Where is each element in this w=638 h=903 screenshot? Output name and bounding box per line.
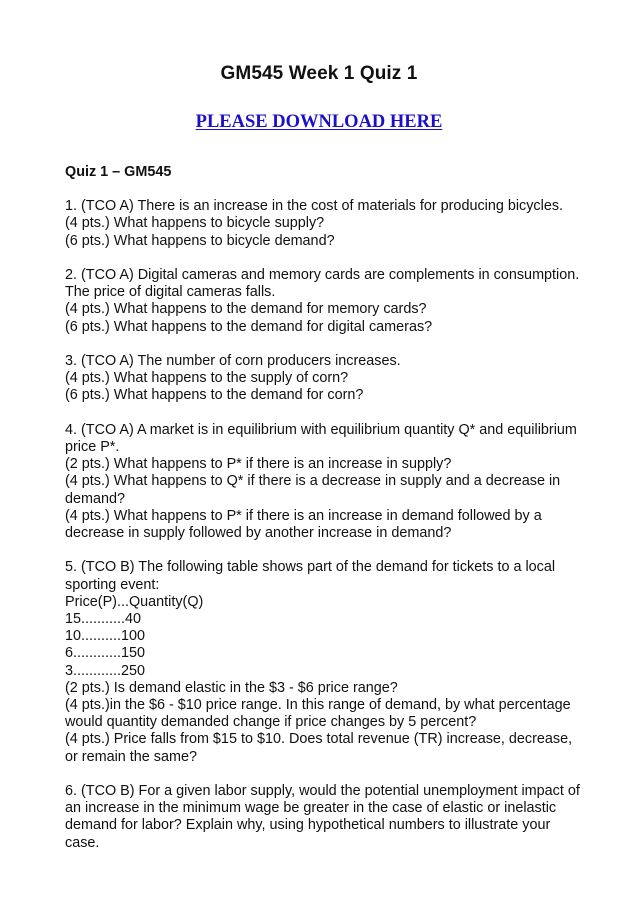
quiz-content xyxy=(65,164,610,869)
question-line: (4 pts.) What happens to Q* if there is a decrease in supply and a decrease in xyxy=(65,473,561,490)
question-line: 3............250 xyxy=(65,662,145,679)
question-line: sporting event: xyxy=(65,576,160,593)
document-title: GM545 Week 1 Quiz 1 xyxy=(220,63,418,84)
question-line: 2. (TCO A) Digital cameras and memory cards are complements in consumption. xyxy=(65,267,580,283)
question-line: 1. (TCO A) There is an increase in the cost of materials for producing bicycles. xyxy=(65,198,564,215)
question-line: (2 pts.) What happens to P* if there is an increase in supply? xyxy=(65,456,452,473)
question-4 xyxy=(65,422,610,542)
question-line: (2 pts.) Is demand elastic in the $3 - $6 price range? xyxy=(65,679,398,696)
question-line: 6............150 xyxy=(65,645,145,662)
question-3 xyxy=(65,353,610,405)
question-line: (4 pts.) What happens to bicycle supply? xyxy=(65,215,325,232)
question-6 xyxy=(65,783,610,852)
question-line: 5. (TCO B) The following table shows part of the demand for tickets to a local xyxy=(65,559,556,576)
question-5 xyxy=(65,559,610,765)
question-1 xyxy=(65,198,610,250)
question-2 xyxy=(65,267,610,336)
question-line: or remain the same? xyxy=(65,748,197,765)
quiz-heading: Quiz 1 – GM545 xyxy=(65,164,172,180)
question-line: 3. (TCO A) The number of corn producers increases. xyxy=(65,353,401,369)
question-line: decrease in supply followed by another increase in demand? xyxy=(65,525,452,542)
question-list xyxy=(65,198,610,852)
question-line: would quantity demanded change if price changes by 5 percent? xyxy=(65,714,477,731)
question-line: demand? xyxy=(65,490,126,507)
question-line: (6 pts.) What happens to bicycle demand? xyxy=(65,232,335,249)
question-line: an increase in the minimum wage be greater in the case of elastic or inelastic xyxy=(65,800,557,817)
question-line: The price of digital cameras falls. xyxy=(65,284,276,301)
question-line: 10..........100 xyxy=(65,628,145,645)
question-line: (4 pts.) What happens to P* if there is an increase in demand followed by a xyxy=(65,507,542,524)
question-line: 4. (TCO A) A market is in equilibrium with equilibrium quantity Q* and equilibrium xyxy=(65,421,577,438)
question-line: 15...........40 xyxy=(65,611,141,628)
question-line: (6 pts.) What happens to the demand for digital cameras? xyxy=(65,318,433,335)
question-line: (4 pts.)in the $6 - $10 price range. In this range of demand, by what percentage xyxy=(65,697,571,714)
question-line: (4 pts.) What happens to the supply of corn? xyxy=(65,370,349,387)
question-line: price P*. xyxy=(65,439,120,455)
question-line: (4 pts.) Price falls from $15 to $10. Does total revenue (TR) increase, decrease, xyxy=(65,731,573,748)
question-line: case. xyxy=(65,834,100,851)
question-line: (6 pts.) What happens to the demand for corn? xyxy=(65,387,364,404)
question-line: 6. (TCO B) For a given labor supply, would the potential unemployment impact of xyxy=(65,783,580,800)
download-link[interactable]: PLEASE DOWNLOAD HERE xyxy=(195,112,443,132)
question-line: demand for labor? Explain why, using hypothetical numbers to illustrate your xyxy=(65,817,551,834)
question-line: Price(P)...Quantity(Q) xyxy=(65,593,204,610)
question-line: (4 pts.) What happens to the demand for memory cards? xyxy=(65,301,427,318)
